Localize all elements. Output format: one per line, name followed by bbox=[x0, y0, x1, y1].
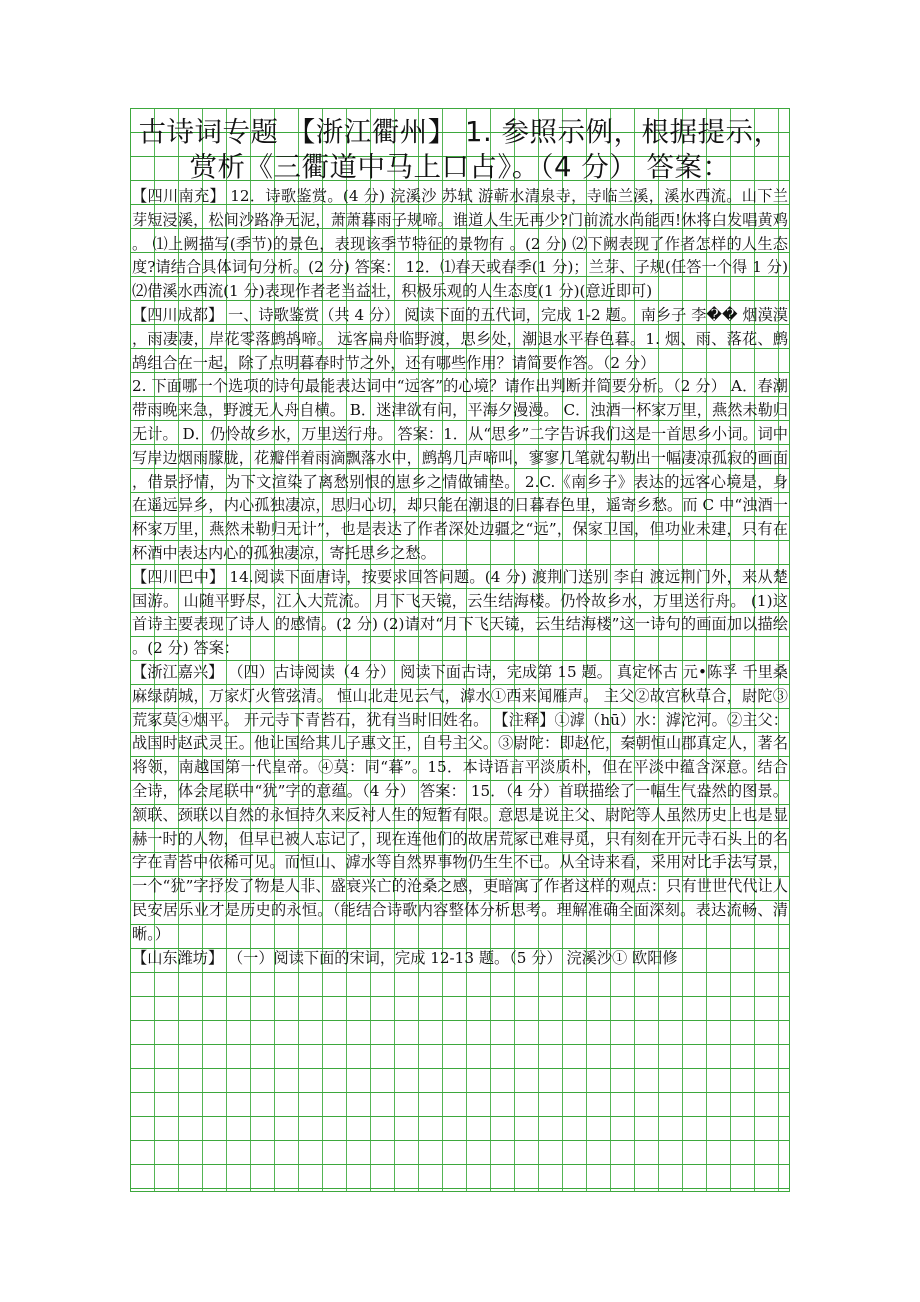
paragraph-shandong-weifang: 【山东潍坊】 （一）阅读下面的宋词，完成 12-13 题。（5 分） 浣溪沙① 欧阳修 bbox=[132, 948, 678, 967]
paragraph-sichuan-chengdu: 【四川成都】 一、诗歌鉴赏（共 4 分） 阅读下面的五代词，完成 1-2 题。 南乡子 李�� 烟漠漠，雨凄凄，岸花零落鹧鸪啼。 远客扁舟临野渡，思乡处，潮退水平春色暮。1. 烟、雨、落花、鹧鸪组合在一起，除了点明暮春时节之外，还有哪些作用？请简要作答。（2 分） bbox=[132, 305, 788, 372]
document-title: 古诗词专题 【浙江衢州】 1. 参照示例，根据提示，赏析《三衢道中马上口占》。（4 分） 答案： bbox=[138, 116, 782, 183]
paragraph-sichuan-nanchong: 【四川南充】 12．诗歌鉴赏。(4 分) 浣溪沙 苏轼 游蕲水清泉寺，寺临兰溪，溪水西流。山下兰芽短浸溪，松间沙路净无泥，萧萧暮雨子规啼。谁道人生无再少?门前流水尚能西!休将白发唱黄鸡。 ⑴上阙描写(季节)的景色，表现该季节特征的景物有 。(2 分) ⑵下阙表现了作者怎样的人生态度?请结合具体词句分析。(2 分) 答案： 12．⑴春天或春季(1 分)；兰芽、子规(任答一个得 1 分) ⑵借溪水西流(1 分)表现作者老当益壮，积极乐观的人生态度(1 分)(意近即可) bbox=[132, 187, 788, 301]
document-body bbox=[131, 185, 789, 970]
paragraph-zhejiang-jiaxing: 【浙江嘉兴】 （四）古诗阅读（4 分） 阅读下面古诗，完成第 15 题。 真定怀古 元•陈孚 千里桑麻绿荫城，万家灯火管弦清。 恒山北走见云气，滹水①西来闻雁声。 主父②故宫秋草合，尉陀③荒冢莫④烟平。 开元寺下青苔石，犹有当时旧姓名。 【注释】①滹（hū）水：滹沱河。②主父：战国时赵武灵王。他让国给其儿子惠文王，自号主父。③尉陀：即赵佗，秦朝恒山郡真定人，著名将领，南越国第一代皇帝。④莫：同“暮”。15．本诗语言平淡质朴，但在平淡中蕴含深意。结合全诗，体会尾联中“犹”字的意蕴。（4 分） 答案： 15．（4 分）首联描绘了一幅生气盎然的图景。颔联、颈联以自然的永恒持久来反衬人生的短暂有限。意思是说主父、尉陀等人虽然历史上也是显赫一时的人物，但早已被人忘记了，现在连他们的故居荒冢已难寻觅，只有刻在开元寺石头上的名字在青苔中依稀可见。而恒山、滹水等自然界事物仍生生不已。从全诗来看，采用对比手法写景，一个“犹”字抒发了物是人非、盛衰兴亡的沧桑之感，更暗寓了作者这样的观点：只有世世代代让人民安居乐业才是历史的永恒。（能结合诗歌内容整体分析思考。理解准确全面深刻。表达流畅、清晰。） bbox=[132, 662, 788, 943]
grid-paper-document bbox=[130, 108, 790, 1192]
paragraph-chengdu-question-2-and-answer: 2. 下面哪一个选项的诗句最能表达词中“远客”的心境？请作出判断并简要分析。（2 分） A．春潮带雨晚来急，野渡无人舟自横。 B．迷津欲有问，平海夕漫漫。 C．浊酒一杯家万里，燕然未勒归无计。 D．仍怜故乡水，万里送行舟。 答案：1．从“思乡”二字告诉我们这是一首思乡小词。词中写岸边烟雨朦胧，花瓣伴着雨滴飘落水中，鹧鸪几声啼叫，寥寥几笔就勾勒出一幅凄凉孤寂的画面，借景抒情，为下文渲染了离愁别恨的崽乡之情做铺垫。 2.C.《南乡子》表达的远客心境是，身在遥远异乡，内心孤独凄凉，思归心切，却只能在潮退的日暮春色里，遥寄乡愁。而 C 中“浊酒一杯家万里，燕然未勒归无计”，也是表达了作者深处边疆之“远”，保家卫国，但功业未建，只有在杯酒中表达内心的孤独凄凉，寄托思乡之愁。 bbox=[132, 377, 788, 562]
paragraph-sichuan-bazhong: 【四川巴中】 14.阅读下面唐诗，按要求回答问题。(4 分) 渡荆门送别 李白 渡远荆门外，来从楚国游。 山随平野尽，江入大荒流。 月下飞天镜，云生结海楼。仍怜故乡水，万里送行舟。 (1)这首诗主要表现了诗人 的感情。(2 分) (2)请对“月下飞天镜，云生结海楼”这一诗句的画面加以描绘。(2 分) 答案： bbox=[132, 567, 788, 658]
